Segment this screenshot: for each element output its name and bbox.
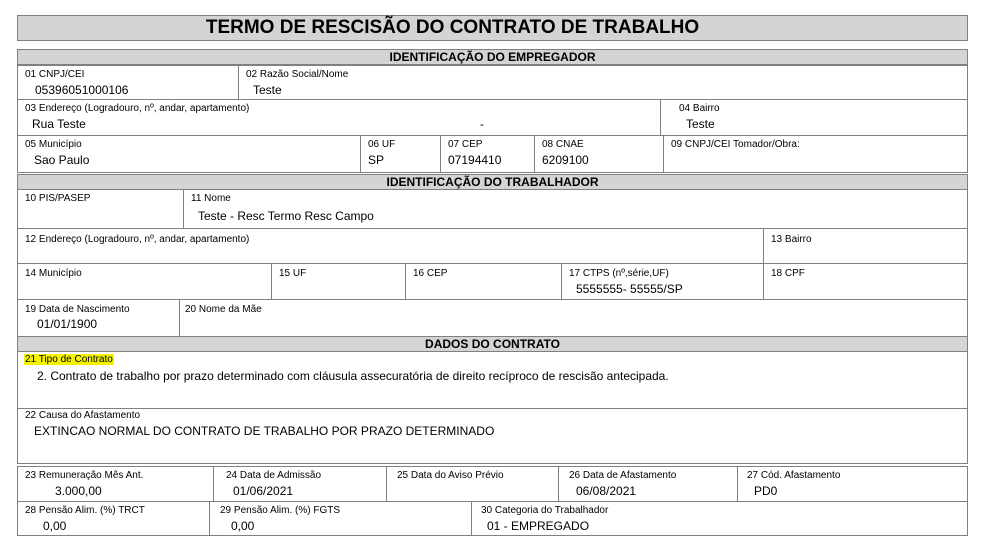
field-value: SP bbox=[368, 153, 385, 167]
field-label: 08 CNAE bbox=[542, 139, 584, 150]
field-label: 24 Data de Admissão bbox=[226, 470, 322, 481]
highlight-marker: 21 Tipo de Contrato bbox=[25, 354, 113, 365]
field-label: 17 CTPS (nº,série,UF) bbox=[569, 268, 669, 279]
field-label: 16 CEP bbox=[413, 268, 448, 279]
field-value: Teste bbox=[253, 83, 282, 97]
field-value: 5555555- 55555/SP bbox=[576, 282, 683, 296]
section-header-contrato: DADOS DO CONTRATO bbox=[17, 336, 968, 352]
field-uf-trabalhador bbox=[271, 263, 406, 300]
field-label: 10 PIS/PASEP bbox=[25, 193, 91, 204]
field-categoria-trabalhador bbox=[471, 501, 968, 536]
field-label: 28 Pensão Alim. (%) TRCT bbox=[25, 505, 145, 516]
field-causa-afastamento bbox=[17, 408, 968, 464]
field-value: Teste bbox=[686, 117, 715, 131]
field-label: 26 Data de Afastamento bbox=[569, 470, 677, 481]
field-nome-trabalhador bbox=[183, 189, 968, 229]
field-municipio-trabalhador bbox=[17, 263, 272, 300]
field-label: 20 Nome da Mãe bbox=[185, 304, 262, 315]
field-cnae bbox=[534, 135, 664, 173]
field-remuneracao bbox=[17, 466, 214, 502]
field-value: 07194410 bbox=[448, 153, 502, 167]
field-label bbox=[24, 354, 114, 365]
field-cod-afastamento bbox=[737, 466, 968, 502]
field-ctps bbox=[561, 263, 764, 300]
field-label: 06 UF bbox=[368, 139, 396, 150]
section-header-trabalhador: IDENTIFICAÇÃO DO TRABALHADOR bbox=[17, 174, 968, 190]
field-value: 2. Contrato de trabalho por prazo determinado com cláusula assecuratória de direito recíproco de rescisão antecipada. bbox=[37, 369, 669, 383]
field-value: PD0 bbox=[754, 484, 778, 498]
field-value: 05396051000106 bbox=[35, 83, 129, 97]
field-pis-pasep bbox=[17, 189, 184, 229]
field-value: 3.000,00 bbox=[55, 484, 102, 498]
field-value-separator: - bbox=[480, 117, 484, 131]
field-data-admissao bbox=[213, 466, 387, 502]
field-cep-trabalhador bbox=[405, 263, 562, 300]
field-value: Teste - Resc Termo Resc Campo bbox=[198, 209, 374, 223]
field-label: 05 Município bbox=[25, 139, 82, 150]
field-pensao-fgts bbox=[209, 501, 472, 536]
field-label: 02 Razão Social/Nome bbox=[246, 69, 349, 80]
field-label: 13 Bairro bbox=[771, 234, 812, 245]
field-pensao-trct bbox=[17, 501, 210, 536]
field-nome-mae bbox=[179, 299, 968, 337]
field-label: 12 Endereço (Logradouro, nº, andar, apartamento) bbox=[25, 234, 250, 245]
field-label: 04 Bairro bbox=[679, 103, 720, 114]
field-value: 01/06/2021 bbox=[233, 484, 294, 498]
field-label: 09 CNPJ/CEI Tomador/Obra: bbox=[671, 139, 800, 150]
field-label: 11 Nome bbox=[191, 193, 231, 204]
field-label: 03 Endereço (Logradouro, nº, andar, apartamento) bbox=[25, 103, 250, 114]
field-value: Rua Teste bbox=[32, 117, 86, 131]
field-cnpj-tomador bbox=[663, 135, 968, 173]
field-municipio-empregador bbox=[17, 135, 361, 173]
field-cpf bbox=[763, 263, 968, 300]
field-label: 27 Cód. Afastamento bbox=[747, 470, 841, 481]
field-value: EXTINCAO NORMAL DO CONTRATO DE TRABALHO POR PRAZO DETERMINADO bbox=[34, 424, 495, 438]
field-tipo-contrato bbox=[17, 351, 968, 409]
field-value: 06/08/2021 bbox=[576, 484, 637, 498]
field-label: 25 Data do Aviso Prévio bbox=[397, 470, 504, 481]
field-data-afastamento bbox=[558, 466, 738, 502]
field-label: 07 CEP bbox=[448, 139, 483, 150]
field-endereco-trabalhador bbox=[17, 228, 764, 264]
field-label: 30 Categoria do Trabalhador bbox=[481, 505, 609, 516]
field-data-aviso-previo bbox=[386, 466, 559, 502]
section-header-empregador: IDENTIFICAÇÃO DO EMPREGADOR bbox=[17, 49, 968, 65]
field-cnpj-cei bbox=[17, 65, 239, 100]
field-label: 19 Data de Nascimento bbox=[25, 304, 130, 315]
field-label: 14 Município bbox=[25, 268, 82, 279]
field-uf-empregador bbox=[360, 135, 441, 173]
document-title: TERMO DE RESCISÃO DO CONTRATO DE TRABALHO bbox=[17, 15, 968, 41]
field-label: 22 Causa do Afastamento bbox=[25, 410, 141, 421]
field-value: 6209100 bbox=[542, 153, 589, 167]
field-value: 01 - EMPREGADO bbox=[487, 519, 590, 533]
field-value: Sao Paulo bbox=[34, 153, 90, 167]
field-value: 0,00 bbox=[231, 519, 255, 533]
field-endereco-empregador bbox=[17, 99, 661, 136]
field-label: 15 UF bbox=[279, 268, 307, 279]
field-razao-social bbox=[238, 65, 968, 100]
field-label: 01 CNPJ/CEI bbox=[25, 69, 85, 80]
field-label: 23 Remuneração Mês Ant. bbox=[25, 470, 144, 481]
field-data-nascimento bbox=[17, 299, 180, 337]
field-label: 18 CPF bbox=[771, 268, 805, 279]
field-bairro-empregador bbox=[660, 99, 968, 136]
field-cep-empregador bbox=[440, 135, 535, 173]
field-value: 0,00 bbox=[43, 519, 67, 533]
field-bairro-trabalhador bbox=[763, 228, 968, 264]
field-label: 29 Pensão Alim. (%) FGTS bbox=[220, 505, 341, 516]
field-value: 01/01/1900 bbox=[37, 317, 98, 331]
